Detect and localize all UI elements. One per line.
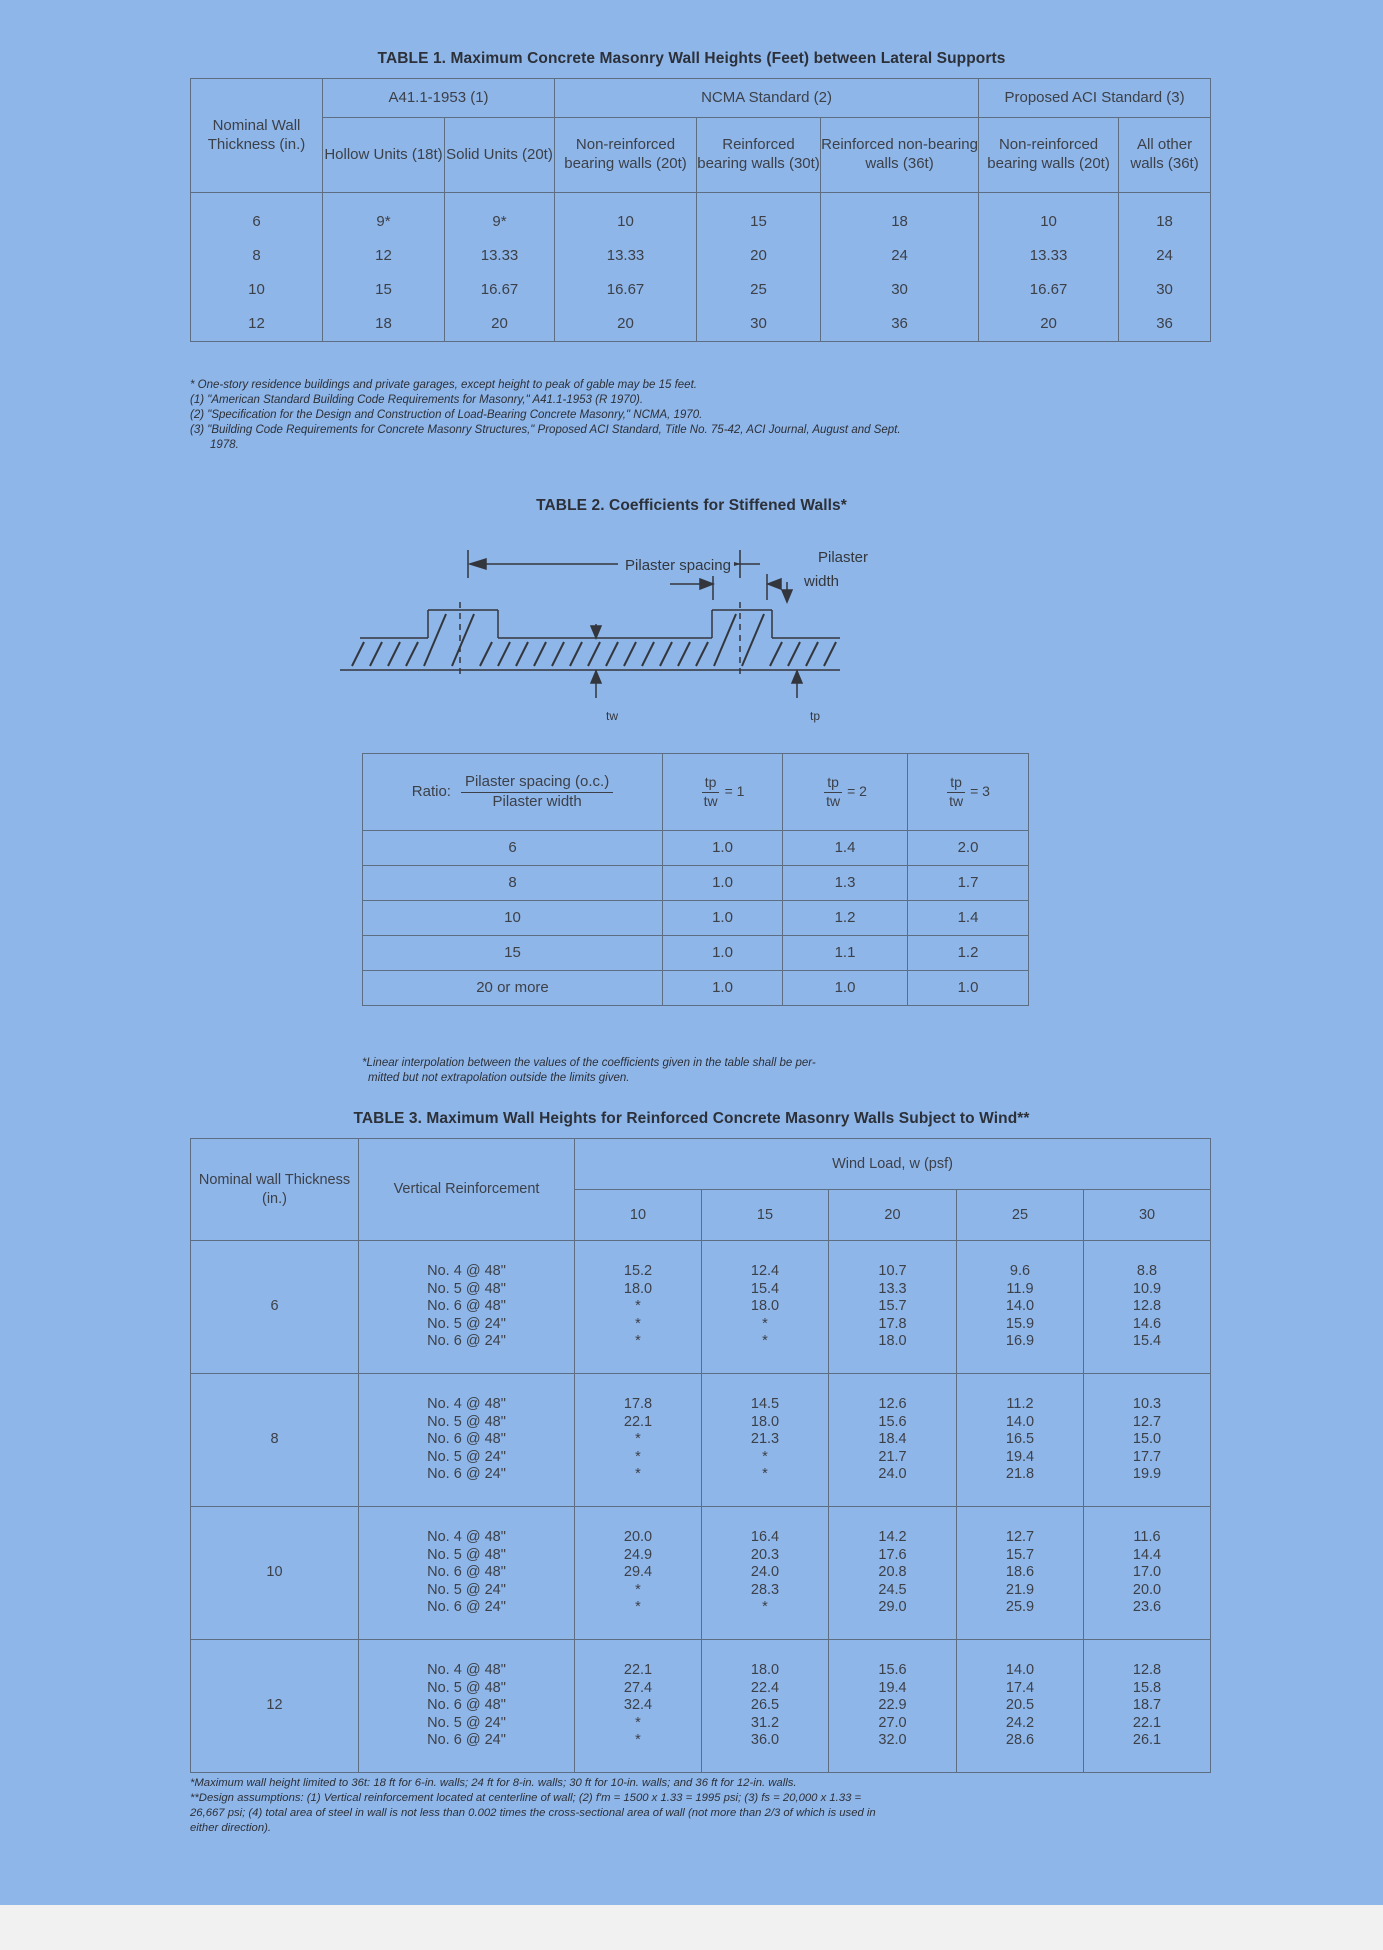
height-value: 12.6 — [878, 1396, 907, 1413]
height-values-cell — [1084, 1507, 1211, 1640]
height-value: * — [762, 1333, 768, 1350]
group-header: NCMA Standard (2) — [555, 79, 979, 118]
value-cell: 18 — [323, 307, 445, 342]
reinforcement-item: No. 5 @ 24" — [427, 1448, 506, 1465]
height-value: 24.9 — [623, 1546, 653, 1563]
height-value: 36.0 — [750, 1732, 780, 1749]
pilaster-diagram — [340, 538, 1060, 738]
table-row — [191, 1640, 1211, 1773]
note-line: (3) "Building Code Requirements for Concrete Masonry Structures," Proposed ACI Standard, Title No. 75-42, ACI Journal, August and Sept. — [190, 424, 901, 436]
height-values-cell — [957, 1507, 1084, 1640]
height-value: 29.4 — [623, 1564, 653, 1581]
thickness-cell: 8 — [191, 239, 323, 273]
table3 — [190, 1138, 1211, 1773]
ratio-numerator: Pilaster spacing (o.c.) — [461, 773, 613, 793]
height-value: 18.0 — [750, 1662, 780, 1679]
note-line: * One-story residence buildings and private garages, except height to peak of gable may be 15 feet. — [190, 379, 697, 391]
height-value: 15.8 — [1132, 1679, 1162, 1696]
height-value: 14.4 — [1132, 1546, 1162, 1563]
nominal-header: Nominal Wall Thickness (in.) — [191, 79, 323, 193]
table1 — [190, 78, 1211, 342]
coefficient-cell: 1.2 — [783, 901, 908, 936]
height-value: 14.0 — [1005, 1298, 1035, 1315]
height-value: 10.9 — [1132, 1280, 1162, 1297]
height-value: 16.9 — [1005, 1333, 1035, 1350]
height-value: 12.8 — [1132, 1662, 1162, 1679]
value-cell: 16.67 — [555, 273, 697, 307]
frac-numerator: tp — [702, 774, 720, 793]
reinforcement-cell — [359, 1374, 575, 1507]
height-value: * — [635, 1714, 641, 1731]
height-value: 15.7 — [1005, 1546, 1035, 1563]
thickness-cell: 8 — [191, 1374, 359, 1507]
height-value: 11.6 — [1133, 1529, 1161, 1546]
height-value: 17.0 — [1132, 1564, 1162, 1581]
height-value: 26.1 — [1132, 1732, 1162, 1749]
note-line: 26,667 psi; (4) total area of steel in wall is not less than 0.002 times the cross-sectional area of wall (not more than 2/3 of which is used in — [190, 1807, 876, 1819]
height-value: * — [635, 1448, 641, 1465]
height-value: 14.0 — [1005, 1413, 1035, 1430]
value-cell: 10 — [979, 193, 1119, 240]
height-values-cell — [1084, 1241, 1211, 1374]
value-cell: 16.67 — [979, 273, 1119, 307]
tp-label: tp — [810, 709, 821, 723]
height-value: 27.4 — [623, 1679, 653, 1696]
value-cell: 36 — [1119, 307, 1211, 342]
value-cell: 16.67 — [445, 273, 555, 307]
height-value: 29.0 — [878, 1599, 907, 1616]
reinforcement-item: No. 6 @ 48" — [427, 1298, 506, 1315]
value-cell: 15 — [323, 273, 445, 307]
wind-load-header: 30 — [1084, 1190, 1211, 1241]
height-value: 16.4 — [750, 1529, 780, 1546]
height-value: 10.7 — [878, 1263, 907, 1280]
coefficient-cell: 1.0 — [663, 971, 783, 1006]
height-value: * — [635, 1315, 641, 1332]
height-value: 16.5 — [1005, 1431, 1035, 1448]
value-cell: 13.33 — [555, 239, 697, 273]
height-value: * — [762, 1448, 768, 1465]
height-value: 18.0 — [623, 1280, 653, 1297]
column-header: Non-reinforced bearing walls (20t) — [555, 118, 697, 193]
height-values-cell — [829, 1374, 957, 1507]
note-line: *Maximum wall height limited to 36t: 18 ft for 6-in. walls; 24 ft for 8-in. walls; 30 ft for 10-in. walls; and 36 ft for 12-in. walls. — [190, 1777, 797, 1789]
height-value: 12.4 — [750, 1263, 780, 1280]
frac-denominator: tw — [826, 792, 841, 809]
height-values-cell — [957, 1374, 1084, 1507]
coefficient-cell: 1.0 — [663, 936, 783, 971]
height-value: 24.2 — [1005, 1714, 1035, 1731]
height-value: 14.5 — [750, 1396, 780, 1413]
coefficient-cell: 1.0 — [663, 866, 783, 901]
value-cell: 10 — [555, 193, 697, 240]
height-value: 18.4 — [878, 1431, 907, 1448]
height-value: 19.4 — [1005, 1448, 1035, 1465]
reinforcement-item: No. 6 @ 24" — [427, 1732, 506, 1749]
height-value: 19.9 — [1132, 1466, 1162, 1483]
note-line: 1978. — [210, 439, 239, 451]
height-values-cell — [702, 1241, 829, 1374]
height-value: 20.5 — [1005, 1697, 1035, 1714]
reinforcement-cell — [359, 1507, 575, 1640]
value-cell: 13.33 — [979, 239, 1119, 273]
wind-load-header: 15 — [702, 1190, 829, 1241]
coefficient-cell: 1.1 — [783, 936, 908, 971]
ratio-denominator: Pilaster width — [492, 792, 582, 810]
height-value: 22.1 — [623, 1662, 653, 1679]
table-row — [363, 936, 1029, 971]
height-value: 15.4 — [750, 1280, 780, 1297]
note-line: (2) "Specification for the Design and Construction of Load-Bearing Concrete Masonry," NCMA, 1970. — [190, 409, 703, 421]
height-value: 20.3 — [750, 1546, 780, 1563]
reinforcement-item: No. 6 @ 24" — [427, 1333, 506, 1350]
frac-value: = 2 — [847, 783, 867, 800]
table2 — [362, 753, 1029, 1006]
height-value: 15.9 — [1005, 1315, 1035, 1332]
height-value: 20.0 — [1132, 1581, 1162, 1598]
width-label: width — [804, 573, 840, 590]
column-header: Hollow Units (18t) — [323, 118, 445, 193]
height-value: 27.0 — [878, 1714, 907, 1731]
reinforcement-cell — [359, 1241, 575, 1374]
table-row — [363, 866, 1029, 901]
group-header: A41.1-1953 (1) — [323, 79, 555, 118]
reinforcement-item: No. 4 @ 48" — [427, 1396, 506, 1413]
coefficient-cell: 1.0 — [663, 901, 783, 936]
ratio-cell: 6 — [363, 831, 663, 866]
height-value: 24.0 — [750, 1564, 780, 1581]
table3-title: TABLE 3. Maximum Wall Heights for Reinforced Concrete Masonry Walls Subject to Wind** — [353, 1110, 1030, 1127]
height-values-cell — [575, 1640, 702, 1773]
height-value: 28.6 — [1005, 1732, 1035, 1749]
height-value: 24.5 — [878, 1581, 907, 1598]
coefficient-cell: 1.4 — [908, 901, 1029, 936]
wind-load-header: 10 — [575, 1190, 702, 1241]
reinforcement-item: No. 6 @ 48" — [427, 1431, 506, 1448]
height-value: 14.2 — [878, 1529, 907, 1546]
column-header: Reinforced non-bearing walls (36t) — [821, 118, 979, 193]
height-values-cell — [1084, 1640, 1211, 1773]
height-value: 32.4 — [623, 1697, 653, 1714]
thickness-cell: 6 — [191, 193, 323, 240]
height-value: 26.5 — [750, 1697, 780, 1714]
table-row — [191, 307, 1211, 342]
height-value: * — [635, 1581, 641, 1598]
height-value: 17.8 — [878, 1315, 907, 1332]
column-header: Reinforced bearing walls (30t) — [697, 118, 821, 193]
height-value: * — [635, 1431, 641, 1448]
height-value: 22.4 — [750, 1679, 780, 1696]
height-value: 10.3 — [1132, 1396, 1162, 1413]
frac-numerator: tp — [824, 774, 842, 793]
height-value: 19.4 — [878, 1679, 907, 1696]
note-line: either direction). — [190, 1822, 271, 1834]
coef-header — [908, 754, 1029, 831]
wind-header: Wind Load, w (psf) — [575, 1139, 1211, 1190]
table-row — [191, 1241, 1211, 1374]
height-values-cell — [702, 1374, 829, 1507]
value-cell: 18 — [1119, 193, 1211, 240]
height-value: 21.8 — [1005, 1466, 1035, 1483]
height-value: * — [762, 1466, 768, 1483]
reinforcement-cell — [359, 1640, 575, 1773]
note-line: (1) "American Standard Building Code Requirements for Masonry," A41.1-1953 (R 1970). — [190, 394, 644, 406]
table-row — [191, 239, 1211, 273]
reinforcement-item: No. 5 @ 48" — [427, 1679, 506, 1696]
reinforcement-item: No. 5 @ 48" — [427, 1546, 506, 1563]
note-line: *Linear interpolation between the values of the coefficients given in the table shall be per- — [362, 1057, 816, 1069]
table-row — [363, 971, 1029, 1006]
value-cell: 18 — [821, 193, 979, 240]
table-row — [191, 1374, 1211, 1507]
height-value: 11.9 — [1006, 1280, 1034, 1297]
reinforcement-item: No. 6 @ 24" — [427, 1599, 506, 1616]
height-value: 22.1 — [1132, 1714, 1162, 1731]
height-values-cell — [957, 1241, 1084, 1374]
reinforcement-item: No. 5 @ 24" — [427, 1581, 506, 1598]
height-value: 18.0 — [878, 1333, 907, 1350]
height-value: 15.4 — [1132, 1333, 1162, 1350]
coefficient-cell: 1.0 — [783, 971, 908, 1006]
column-header: Solid Units (20t) — [445, 118, 555, 193]
reinforcement-item: No. 5 @ 24" — [427, 1315, 506, 1332]
height-value: 20.0 — [623, 1529, 653, 1546]
height-value: 17.4 — [1005, 1679, 1035, 1696]
table-row — [191, 193, 1211, 240]
value-cell: 30 — [1119, 273, 1211, 307]
height-value: * — [635, 1732, 641, 1749]
ratio-label: Ratio: — [411, 782, 451, 800]
value-cell: 20 — [979, 307, 1119, 342]
height-value: 8.8 — [1136, 1263, 1158, 1280]
height-value: 24.0 — [878, 1466, 907, 1483]
height-values-cell — [702, 1640, 829, 1773]
height-value: * — [635, 1466, 641, 1483]
value-cell: 25 — [697, 273, 821, 307]
height-values-cell — [957, 1640, 1084, 1773]
height-value: 13.3 — [878, 1280, 907, 1297]
height-values-cell — [1084, 1374, 1211, 1507]
height-value: 15.6 — [878, 1662, 907, 1679]
reinforcement-item: No. 5 @ 48" — [427, 1280, 506, 1297]
frac-value: = 1 — [724, 783, 745, 800]
coefficient-cell: 1.7 — [908, 866, 1029, 901]
height-values-cell — [575, 1374, 702, 1507]
height-value: 28.3 — [750, 1581, 780, 1598]
height-value: * — [762, 1599, 768, 1616]
table-row — [191, 273, 1211, 307]
reinforcement-item: No. 6 @ 48" — [427, 1697, 506, 1714]
frac-value: = 3 — [970, 783, 990, 800]
wind-load-header: 20 — [829, 1190, 957, 1241]
reinforcement-item: No. 5 @ 24" — [427, 1714, 506, 1731]
coefficient-cell: 1.0 — [908, 971, 1029, 1006]
height-value: 18.6 — [1005, 1564, 1035, 1581]
height-value: 32.0 — [878, 1732, 907, 1749]
frac-denominator: tw — [949, 792, 964, 809]
height-value: 22.9 — [878, 1697, 907, 1714]
coef-header — [783, 754, 908, 831]
height-value: 31.2 — [750, 1714, 780, 1731]
table2-title: TABLE 2. Coefficients for Stiffened Walls* — [536, 497, 847, 514]
wind-load-header: 25 — [957, 1190, 1084, 1241]
value-cell: 30 — [821, 273, 979, 307]
column-header: All other walls (36t) — [1119, 118, 1211, 193]
table1-notes — [190, 378, 1210, 453]
tw-label: tw — [606, 709, 618, 723]
height-value: 15.7 — [878, 1298, 907, 1315]
thickness-cell: 12 — [191, 307, 323, 342]
thickness-cell: 12 — [191, 1640, 359, 1773]
vertical-header: Vertical Reinforcement — [359, 1139, 575, 1241]
height-value: 9.6 — [1009, 1263, 1031, 1280]
value-cell: 30 — [697, 307, 821, 342]
height-value: 23.6 — [1132, 1599, 1162, 1616]
reinforcement-item: No. 4 @ 48" — [427, 1662, 506, 1679]
reinforcement-item: No. 4 @ 48" — [427, 1263, 506, 1280]
pilaster-label: Pilaster — [818, 549, 869, 566]
value-cell: 20 — [697, 239, 821, 273]
height-value: * — [635, 1333, 641, 1350]
height-value: * — [635, 1298, 641, 1315]
ratio-header — [363, 754, 663, 831]
height-values-cell — [829, 1640, 957, 1773]
height-values-cell — [702, 1507, 829, 1640]
table-row — [191, 1507, 1211, 1640]
ratio-cell: 8 — [363, 866, 663, 901]
coefficient-cell: 1.4 — [783, 831, 908, 866]
ratio-cell: 15 — [363, 936, 663, 971]
height-value: * — [635, 1599, 641, 1616]
reinforcement-item: No. 4 @ 48" — [427, 1529, 506, 1546]
coefficient-cell: 1.0 — [663, 831, 783, 866]
height-value: 18.7 — [1132, 1697, 1162, 1714]
value-cell: 13.33 — [445, 239, 555, 273]
table-row — [363, 831, 1029, 866]
height-value: 17.6 — [878, 1546, 907, 1563]
value-cell: 20 — [445, 307, 555, 342]
value-cell: 12 — [323, 239, 445, 273]
height-value: 18.0 — [750, 1413, 780, 1430]
height-value: * — [762, 1315, 768, 1332]
height-value: 15.0 — [1132, 1431, 1162, 1448]
group-header: Proposed ACI Standard (3) — [979, 79, 1211, 118]
height-value: 12.7 — [1132, 1413, 1162, 1430]
thickness-cell: 6 — [191, 1241, 359, 1374]
height-values-cell — [575, 1507, 702, 1640]
height-value: 14.0 — [1005, 1662, 1035, 1679]
thickness-cell: 10 — [191, 1507, 359, 1640]
coef-header — [663, 754, 783, 831]
ratio-cell: 20 or more — [363, 971, 663, 1006]
reinforcement-item: No. 6 @ 48" — [427, 1564, 506, 1581]
height-value: 21.7 — [878, 1448, 907, 1465]
ratio-cell: 10 — [363, 901, 663, 936]
coefficient-cell: 1.3 — [783, 866, 908, 901]
height-value: 25.9 — [1005, 1599, 1035, 1616]
height-value: 21.3 — [750, 1431, 780, 1448]
height-value: 21.9 — [1005, 1581, 1035, 1598]
height-values-cell — [829, 1507, 957, 1640]
height-value: 12.8 — [1132, 1298, 1162, 1315]
table3-notes — [190, 1776, 1210, 1836]
height-value: 17.7 — [1132, 1448, 1162, 1465]
value-cell: 9* — [323, 193, 445, 240]
value-cell: 20 — [555, 307, 697, 342]
frac-numerator: tp — [947, 774, 965, 793]
height-value: 11.2 — [1006, 1396, 1034, 1413]
value-cell: 24 — [821, 239, 979, 273]
height-value: 18.0 — [750, 1298, 780, 1315]
value-cell: 9* — [445, 193, 555, 240]
table1-title: TABLE 1. Maximum Concrete Masonry Wall Heights (Feet) between Lateral Supports — [377, 50, 1006, 67]
nominal-header: Nominal wall Thickness (in.) — [191, 1139, 359, 1241]
reinforcement-item: No. 5 @ 48" — [427, 1413, 506, 1430]
reinforcement-item: No. 6 @ 24" — [427, 1466, 506, 1483]
table-row — [363, 901, 1029, 936]
height-value: 14.6 — [1132, 1315, 1162, 1332]
frac-denominator: tw — [703, 792, 718, 809]
value-cell: 15 — [697, 193, 821, 240]
height-values-cell — [829, 1241, 957, 1374]
coefficient-cell: 1.2 — [908, 936, 1029, 971]
table2-note — [362, 1056, 1062, 1086]
note-line: **Design assumptions: (1) Vertical reinforcement located at centerline of wall; (2) f'm = 1500 x 1.33 = 1995 psi; (3) fs = 20,000 x 1.33 = — [190, 1792, 862, 1804]
value-cell: 24 — [1119, 239, 1211, 273]
height-value: 22.1 — [623, 1413, 653, 1430]
height-values-cell — [575, 1241, 702, 1374]
column-header: Non-reinforced bearing walls (20t) — [979, 118, 1119, 193]
value-cell: 36 — [821, 307, 979, 342]
height-value: 12.7 — [1005, 1529, 1035, 1546]
height-value: 20.8 — [878, 1564, 907, 1581]
height-value: 15.6 — [878, 1413, 907, 1430]
note-line: mitted but not extrapolation outside the limits given. — [368, 1072, 630, 1084]
height-value: 17.8 — [623, 1396, 653, 1413]
pilaster-spacing-label: Pilaster spacing — [625, 557, 731, 574]
thickness-cell: 10 — [191, 273, 323, 307]
coefficient-cell: 2.0 — [908, 831, 1029, 866]
height-value: 15.2 — [623, 1263, 653, 1280]
